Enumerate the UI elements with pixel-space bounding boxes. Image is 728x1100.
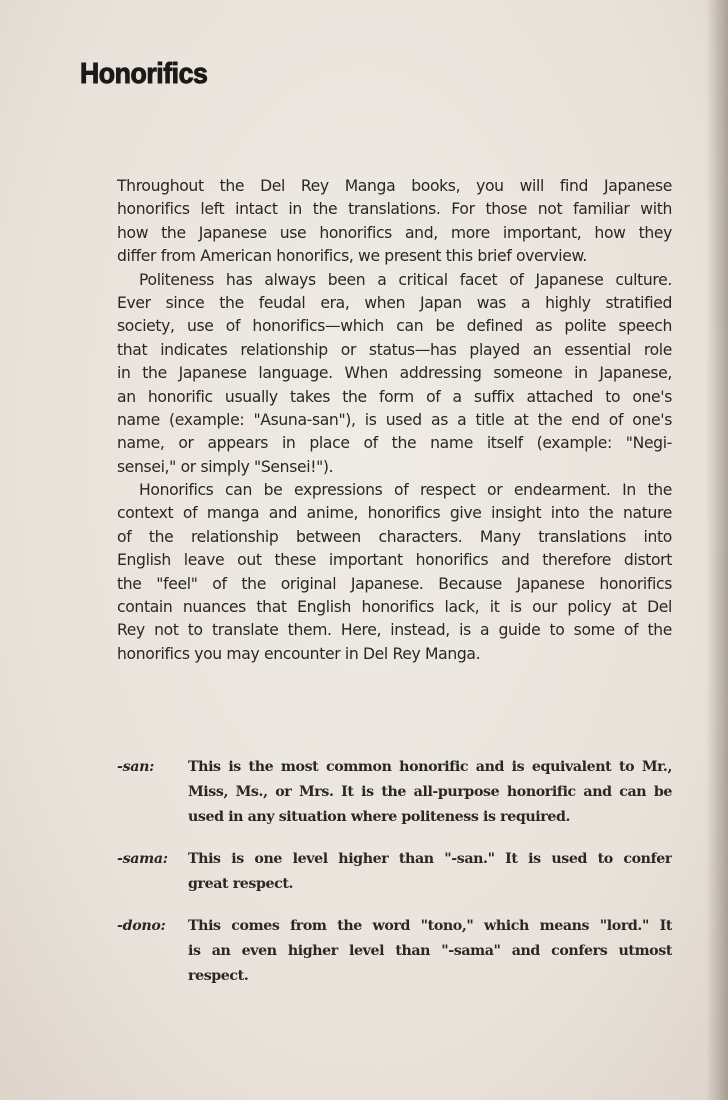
glossary-term: -sama: <box>117 851 168 867</box>
body-text <box>117 175 672 666</box>
paragraph <box>117 479 672 666</box>
text-line: the "feel" of the original Japanese. Because Japanese honorifics <box>117 574 672 593</box>
text-line: in the Japanese language. When addressing someone in Japanese, <box>117 364 672 383</box>
paragraph <box>117 175 672 269</box>
text-line: differ from American honorifics, we present this brief overview. <box>117 247 588 266</box>
glossary-definition <box>188 847 672 897</box>
glossary-term: -san: <box>117 759 155 775</box>
text-line: honorifics left intact in the translations. For those not familiar with <box>117 200 672 219</box>
text-line: This is the most common honorific and is equivalent to Mr., <box>188 759 672 775</box>
text-line: great respect. <box>188 876 294 892</box>
text-line: name (example: "Asuna-san"), is used as a title at the end of one's <box>117 410 672 429</box>
text-line: an honorific usually takes the form of a suffix attached to one's <box>117 387 672 406</box>
text-line: Ever since the feudal era, when Japan was a highly stratified <box>117 293 672 312</box>
text-line: that indicates relationship or status—has played an essential role <box>117 340 672 359</box>
paragraph <box>117 269 672 480</box>
glossary-entry <box>117 755 672 830</box>
glossary-term: -dono: <box>117 918 166 934</box>
text-line: Politeness has always been a critical facet of Japanese culture. <box>139 270 672 289</box>
text-line: of the relationship between characters. Many translations into <box>117 527 672 546</box>
text-line: is an even higher level than "-sama" and confers utmost <box>188 943 672 959</box>
glossary-definition <box>188 755 672 830</box>
text-line: This is one level higher than "-san." It is used to confer <box>188 851 672 867</box>
page-edge-shadow <box>706 0 728 1100</box>
text-line: name, or appears in place of the name itself (example: "Negi- <box>117 434 672 453</box>
text-line: contain nuances that English honorifics lack, it is our policy at Del <box>117 598 672 617</box>
glossary-entry <box>117 847 672 897</box>
text-line: This comes from the word "tono," which means "lord." It <box>188 918 672 934</box>
glossary-definition <box>188 914 672 989</box>
text-line: Rey not to translate them. Here, instead, is a guide to some of the <box>117 621 672 640</box>
text-line: how the Japanese use honorifics and, more important, how they <box>117 223 672 242</box>
text-line: Honorifics can be expressions of respect or endearment. In the <box>139 481 672 500</box>
text-line: respect. <box>188 968 249 984</box>
text-line: context of manga and anime, honorifics give insight into the nature <box>117 504 672 523</box>
text-line: Throughout the Del Rey Manga books, you will find Japanese <box>117 177 672 195</box>
text-line: sensei," or simply "Sensei!"). <box>117 457 334 476</box>
honorifics-glossary <box>117 755 672 1006</box>
text-line: used in any situation where politeness is required. <box>188 809 571 825</box>
text-line: English leave out these important honorifics and therefore distort <box>117 551 672 570</box>
glossary-entry <box>117 914 672 989</box>
page-title: Honorifics <box>80 58 208 90</box>
text-line: honorifics you may encounter in Del Rey Manga. <box>117 644 481 663</box>
text-line: Miss, Ms., or Mrs. It is the all-purpose honorific and can be <box>188 784 672 800</box>
text-line: society, use of honorifics—which can be defined as polite speech <box>117 317 672 336</box>
